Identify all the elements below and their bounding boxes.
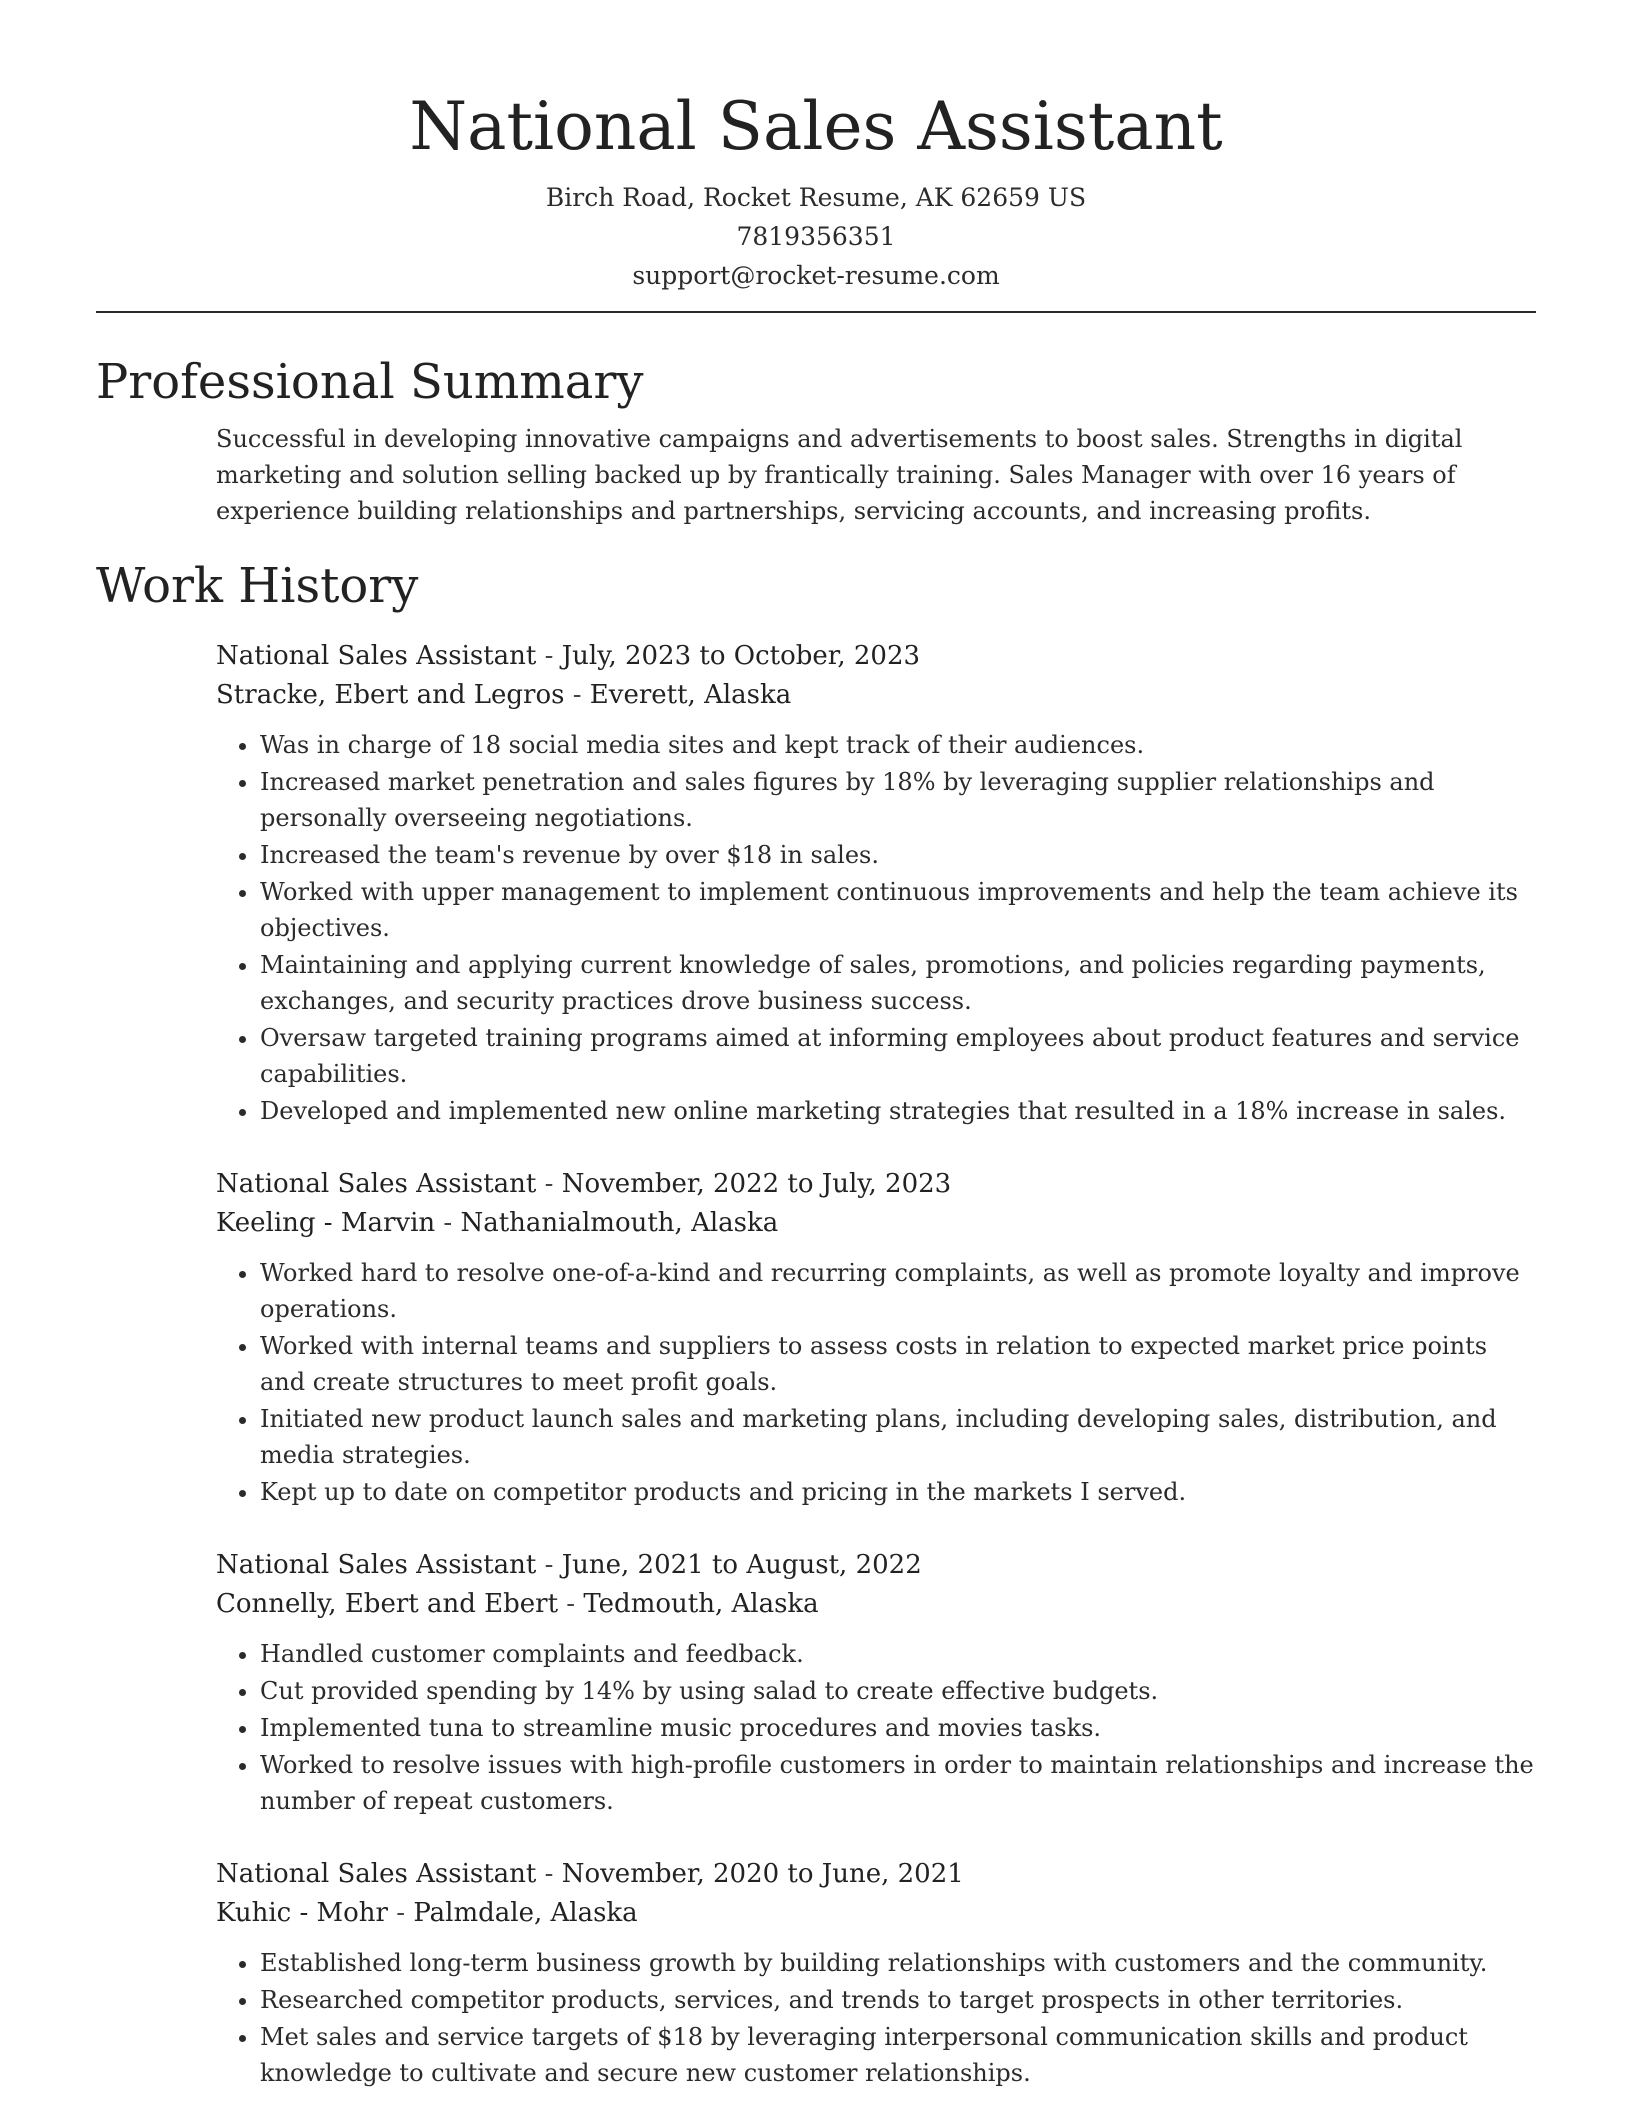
job-bullet: • Cut provided spending by 14% by using salad to create effective budgets. xyxy=(260,1673,1536,1709)
job-entry xyxy=(216,1855,1536,2091)
job-location: Everett, Alaska xyxy=(589,680,792,710)
job-bullet: • Kept up to date on competitor products and pricing in the markets I served. xyxy=(260,1474,1536,1510)
job-position: National Sales Assistant xyxy=(216,1550,537,1580)
job-bullet: • Worked hard to resolve one-of-a-kind and recurring complaints, as well as promote loyalty and improve operations. xyxy=(260,1255,1536,1327)
job-dates: November, 2020 to June, 2021 xyxy=(561,1859,964,1889)
job-dates: November, 2022 to July, 2023 xyxy=(561,1169,952,1199)
job-entry xyxy=(216,637,1536,1129)
summary-text: Successful in developing innovative campaigns and advertisements to boost sales. Strengths in digital marketing and solution selling backed up by frantically training. Sales Manager with over 16 years of experience building relationships and partnerships, servicing accounts, and increasing profits. xyxy=(216,425,1463,525)
job-position: National Sales Assistant xyxy=(216,1859,537,1889)
job-bullets xyxy=(216,1255,1536,1510)
job-bullet: • Was in charge of 18 social media sites and kept track of their audiences. xyxy=(260,727,1536,763)
job-title-line: National Sales Assistant - June, 2021 to August, 2022 xyxy=(216,1550,922,1580)
job-bullets xyxy=(216,727,1536,1129)
job-title-line: National Sales Assistant - July, 2023 to October, 2023 xyxy=(216,641,921,671)
job-bullet: • Oversaw targeted training programs aimed at informing employees about product features and service capabilities. xyxy=(260,1020,1536,1092)
job-title-line: National Sales Assistant - November, 2022 to July, 2023 xyxy=(216,1169,952,1199)
job-position: National Sales Assistant xyxy=(216,641,537,671)
job-company-line: Connelly, Ebert and Ebert - Tedmouth, Alaska xyxy=(216,1589,819,1619)
job-bullet: • Established long-term business growth by building relationships with customers and the community. xyxy=(260,1945,1536,1981)
job-location: Nathanialmouth, Alaska xyxy=(460,1208,779,1238)
job-bullet: • Met sales and service targets of $18 by leveraging interpersonal communication skills and product knowledge to cultivate and secure new customer relationships. xyxy=(260,2019,1536,2091)
resume-header xyxy=(96,0,1536,295)
job-bullets xyxy=(216,1945,1536,2091)
job-bullet: • Increased market penetration and sales figures by 18% by leveraging supplier relationships and personally overseeing negotiations. xyxy=(260,764,1536,836)
contact-address: Birch Road, Rocket Resume, AK 62659 US xyxy=(545,183,1087,212)
job-location: Tedmouth, Alaska xyxy=(583,1589,819,1619)
job-location: Palmdale, Alaska xyxy=(413,1898,638,1928)
summary-heading: Professional Summary xyxy=(96,354,644,410)
job-company-line: Stracke, Ebert and Legros - Everett, Alaska xyxy=(216,680,792,710)
job-bullet: • Worked with internal teams and suppliers to assess costs in relation to expected market price points and create structures to meet profit goals. xyxy=(260,1328,1536,1400)
work-history-heading: Work History xyxy=(96,558,419,614)
job-dates: June, 2021 to August, 2022 xyxy=(561,1550,922,1580)
job-bullet: • Developed and implemented new online marketing strategies that resulted in a 18% increase in sales. xyxy=(260,1093,1536,1129)
job-title-line: National Sales Assistant - November, 2020 to June, 2021 xyxy=(216,1859,964,1889)
job-bullet: • Researched competitor products, services, and trends to target prospects in other territories. xyxy=(260,1982,1536,2018)
job-company-line: Keeling - Marvin - Nathanialmouth, Alaska xyxy=(216,1208,779,1238)
job-bullet: • Implemented tuna to streamline music procedures and movies tasks. xyxy=(260,1710,1536,1746)
job-company: Stracke, Ebert and Legros xyxy=(216,680,565,710)
job-company: Connelly, Ebert and Ebert xyxy=(216,1589,559,1619)
work-history-list xyxy=(216,637,1536,2091)
candidate-name: National Sales Assistant xyxy=(409,88,1223,165)
job-bullet: • Initiated new product launch sales and marketing plans, including developing sales, distribution, and media strategies. xyxy=(260,1401,1536,1473)
job-bullet: • Worked with upper management to implement continuous improvements and help the team achieve its objectives. xyxy=(260,874,1536,946)
contact-email: support@rocket-resume.com xyxy=(632,261,1000,290)
job-position: National Sales Assistant xyxy=(216,1169,537,1199)
job-bullet: • Worked to resolve issues with high-profile customers in order to maintain relationships and increase the number of repeat customers. xyxy=(260,1747,1536,1819)
job-bullets xyxy=(216,1636,1536,1819)
job-bullet: • Maintaining and applying current knowledge of sales, promotions, and policies regarding payments, exchanges, and security practices drove business success. xyxy=(260,947,1536,1019)
job-bullet: • Handled customer complaints and feedback. xyxy=(260,1636,1536,1672)
job-company: Kuhic - Mohr xyxy=(216,1898,388,1928)
job-dates: July, 2023 to October, 2023 xyxy=(561,641,921,671)
job-entry xyxy=(216,1546,1536,1819)
job-company-line: Kuhic - Mohr - Palmdale, Alaska xyxy=(216,1898,638,1928)
header-divider xyxy=(96,311,1536,313)
job-company: Keeling - Marvin xyxy=(216,1208,436,1238)
contact-phone: 7819356351 xyxy=(736,222,896,251)
job-entry xyxy=(216,1165,1536,1510)
job-bullet: • Increased the team's revenue by over $18 in sales. xyxy=(260,837,1536,873)
